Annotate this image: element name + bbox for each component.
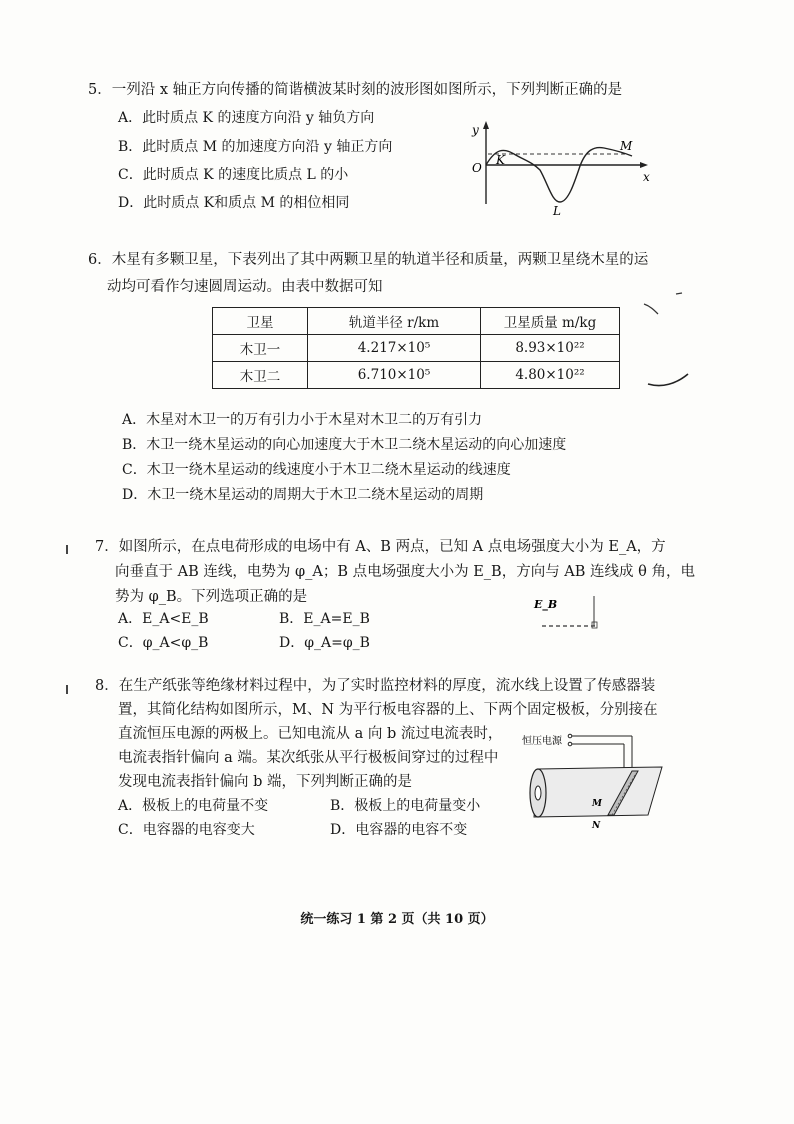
table-header-row [213, 308, 620, 335]
y-axis-label: y [472, 123, 479, 137]
power-source-label: 恒压电源 [522, 736, 562, 747]
table-cell: 8.93×10²² [481, 335, 620, 362]
q5-stem: 5．一列沿 x 轴正方向传播的简谐横波某时刻的波形图如图所示，下列判断正确的是 [88, 82, 623, 98]
wave-figure [466, 118, 656, 218]
q8-stem-line4: 电流表指针偏向 a 端。某次纸张从平行极板间穿过的过程中 [118, 750, 499, 766]
table-cell: 4.80×10²² [481, 362, 620, 389]
q7-option-b: B．E_A=E_B [279, 611, 370, 627]
q7-option-d: D．φ_A=φ_B [279, 635, 370, 651]
q8-stem-line1: 8．在生产纸张等绝缘材料过程中，为了实时监控材料的厚度，流水线上设置了传感器装 [95, 678, 656, 694]
q8-stem-line3: 直流恒压电源的两极上。已知电流从 a 向 b 流过电流表时， [118, 726, 503, 742]
q6-stem-line1: 6．木星有多颗卫星，下表列出了其中两颗卫星的轨道半径和质量，两颗卫星绕木星的运 [88, 252, 649, 268]
origin-label: O [472, 161, 482, 175]
margin-mark [66, 685, 68, 694]
q7-option-a: A．E_A<E_B [118, 611, 209, 627]
q7-stem-line2: 向垂直于 AB 连线，电势为 φ_A；B 点电场强度大小为 E_B，方向与 AB 连线成 θ 角，电 [115, 564, 695, 580]
q8-option-b: B．极板上的电荷量变小 [330, 798, 481, 814]
q7-stem-line3: 势为 φ_B。下列选项正确的是 [115, 589, 308, 605]
q7-stem-line1: 7．如图所示，在点电荷形成的电场中有 A、B 两点，已知 A 点电场强度大小为 E_A，方 [95, 539, 666, 555]
point-m-label: M [620, 139, 633, 153]
table-header-cell: 卫星质量 m/kg [481, 308, 620, 335]
q5-option-a: A．此时质点 K 的速度方向沿 y 轴负方向 [118, 110, 375, 126]
margin-mark [66, 545, 68, 554]
table-header-cell: 卫星 [213, 308, 308, 335]
table-cell: 4.217×10⁵ [308, 335, 481, 362]
x-axis-label: x [643, 170, 650, 184]
point-k-label: K [496, 153, 505, 167]
table-cell: 6.710×10⁵ [308, 362, 481, 389]
q6-option-c: C．木卫一绕木星运动的线速度小于木卫二绕木星运动的线速度 [122, 462, 511, 478]
point-l-label: L [553, 204, 561, 218]
q8-stem-line5: 发现电流表指针偏向 b 端，下列判断正确的是 [118, 774, 412, 790]
q7-option-c: C．φ_A<φ_B [118, 635, 209, 651]
q6-option-a: A．木星对木卫一的万有引力小于木星对木卫二的万有引力 [122, 412, 483, 428]
page-footer: 统一练习 1 第 2 页（共 10 页） [300, 912, 494, 927]
plate-m-label: M [592, 799, 602, 809]
q8-option-c: C．电容器的电容变大 [118, 822, 255, 838]
scan-marks [640, 288, 700, 398]
q8-option-d: D．电容器的电容不变 [330, 822, 468, 838]
table-row [213, 335, 620, 362]
q6-option-b: B．木卫一绕木星运动的向心加速度大于木卫二绕木星运动的向心加速度 [122, 437, 567, 453]
q5-option-c: C．此时质点 K 的速度比质点 L 的小 [118, 167, 349, 183]
q8-stem-line2: 置，其简化结构如图所示，M、N 为平行板电容器的上、下两个固定极板，分别接在 [118, 702, 658, 718]
plate-n-label: N [592, 821, 601, 831]
satellite-table [212, 307, 620, 389]
table-cell: 木卫一 [213, 335, 308, 362]
q8-option-a: A．极板上的电荷量不变 [118, 798, 269, 814]
q5-option-d: D．此时质点 K和质点 M 的相位相同 [118, 195, 350, 211]
table-cell: 木卫二 [213, 362, 308, 389]
field-figure [528, 592, 618, 638]
table-row [213, 362, 620, 389]
eb-label: E_B [534, 598, 558, 611]
q5-option-b: B．此时质点 M 的加速度方向沿 y 轴正方向 [118, 139, 393, 155]
table-header-cell: 轨道半径 r/km [308, 308, 481, 335]
q6-stem-line2: 动均可看作匀速圆周运动。由表中数据可知 [107, 279, 383, 295]
q6-option-d: D．木卫一绕木星运动的周期大于木卫二绕木星运动的周期 [122, 487, 484, 503]
capacitor-sensor-figure [520, 727, 680, 832]
